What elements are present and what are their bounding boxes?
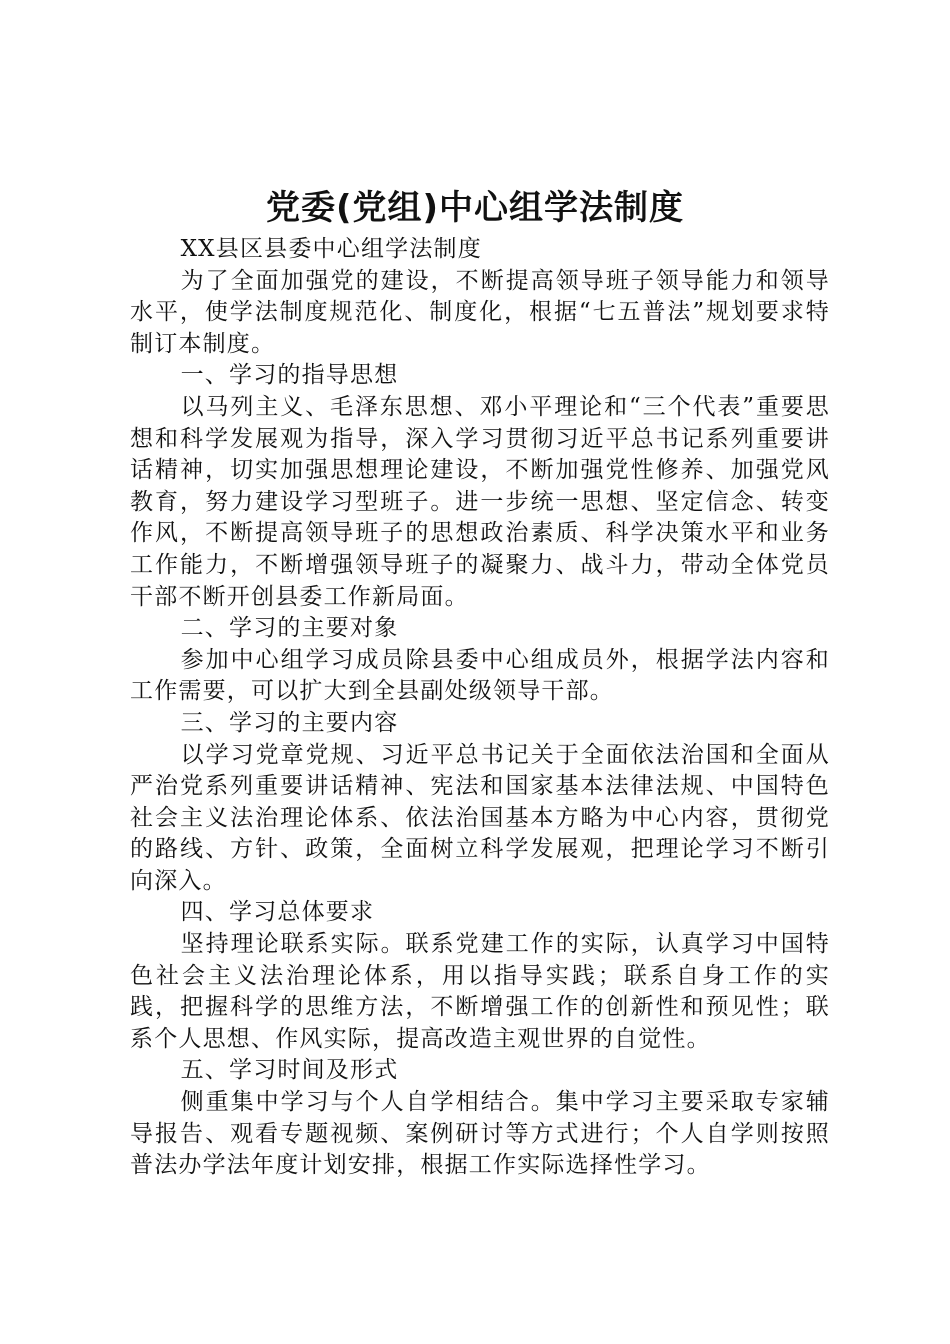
section-heading-1: 一、学习的指导思想 <box>180 362 399 389</box>
section-heading-3: 三、学习的主要内容 <box>180 709 399 736</box>
section-body-5: 侧重集中学习与个人自学相结合。集中学习主要采取专家辅导报告、观看专题视频、案例研讨等方式进行；个人自学则按照普法办学法年度计划安排，根据工作实际选择性学习。 <box>130 1089 830 1179</box>
section-heading-4: 四、学习总体要求 <box>180 899 375 926</box>
document-title: 党委(党组)中心组学法制度 <box>265 188 685 228</box>
subtitle-paragraph: XX县区县委中心组学法制度 <box>180 236 482 262</box>
document-body <box>130 234 830 1182</box>
section-body-4: 坚持理论联系实际。联系党建工作的实际，认真学习中国特色社会主义法治理论体系，用以指导实践；联系自身工作的实践，把握科学的思维方法，不断增强工作的创新性和预见性；联系个人思想、作风实际，提高改造主观世界的自觉性。 <box>130 931 830 1052</box>
section-heading-5: 五、学习时间及形式 <box>180 1057 399 1084</box>
section-body-1: 以马列主义、毛泽东思想、邓小平理论和“三个代表”重要思想和科学发展观为指导，深入学习贯彻习近平总书记系列重要讲话精神，切实加强思想理论建设，不断加强党性修养、加强党风教育，努力建设学习型班子。进一步统一思想、坚定信念、转变作风，不断提高领导班子的思想政治素质、科学决策水平和业务工作能力，不断增强领导班子的凝聚力、战斗力，带动全体党员干部不断开创县委工作新局面。 <box>130 393 830 610</box>
section-body-3: 以学习党章党规、习近平总书记关于全面依法治国和全面从严治党系列重要讲话精神、宪法和国家基本法律法规、中国特色社会主义法治理论体系、依法治国基本方略为中心内容，贯彻党的路线、方针、政策，全面树立科学发展观，把理论学习不断引向深入。 <box>130 741 830 894</box>
section-heading-2: 二、学习的主要对象 <box>180 615 399 642</box>
intro-paragraph: 为了全面加强党的建设，不断提高领导班子领导能力和领导水平，使学法制度规范化、制度化，根据“七五普法”规划要求特制订本制度。 <box>130 267 830 357</box>
section-body-2: 参加中心组学习成员除县委中心组成员外，根据学法内容和工作需要，可以扩大到全县副处级领导干部。 <box>130 646 830 705</box>
